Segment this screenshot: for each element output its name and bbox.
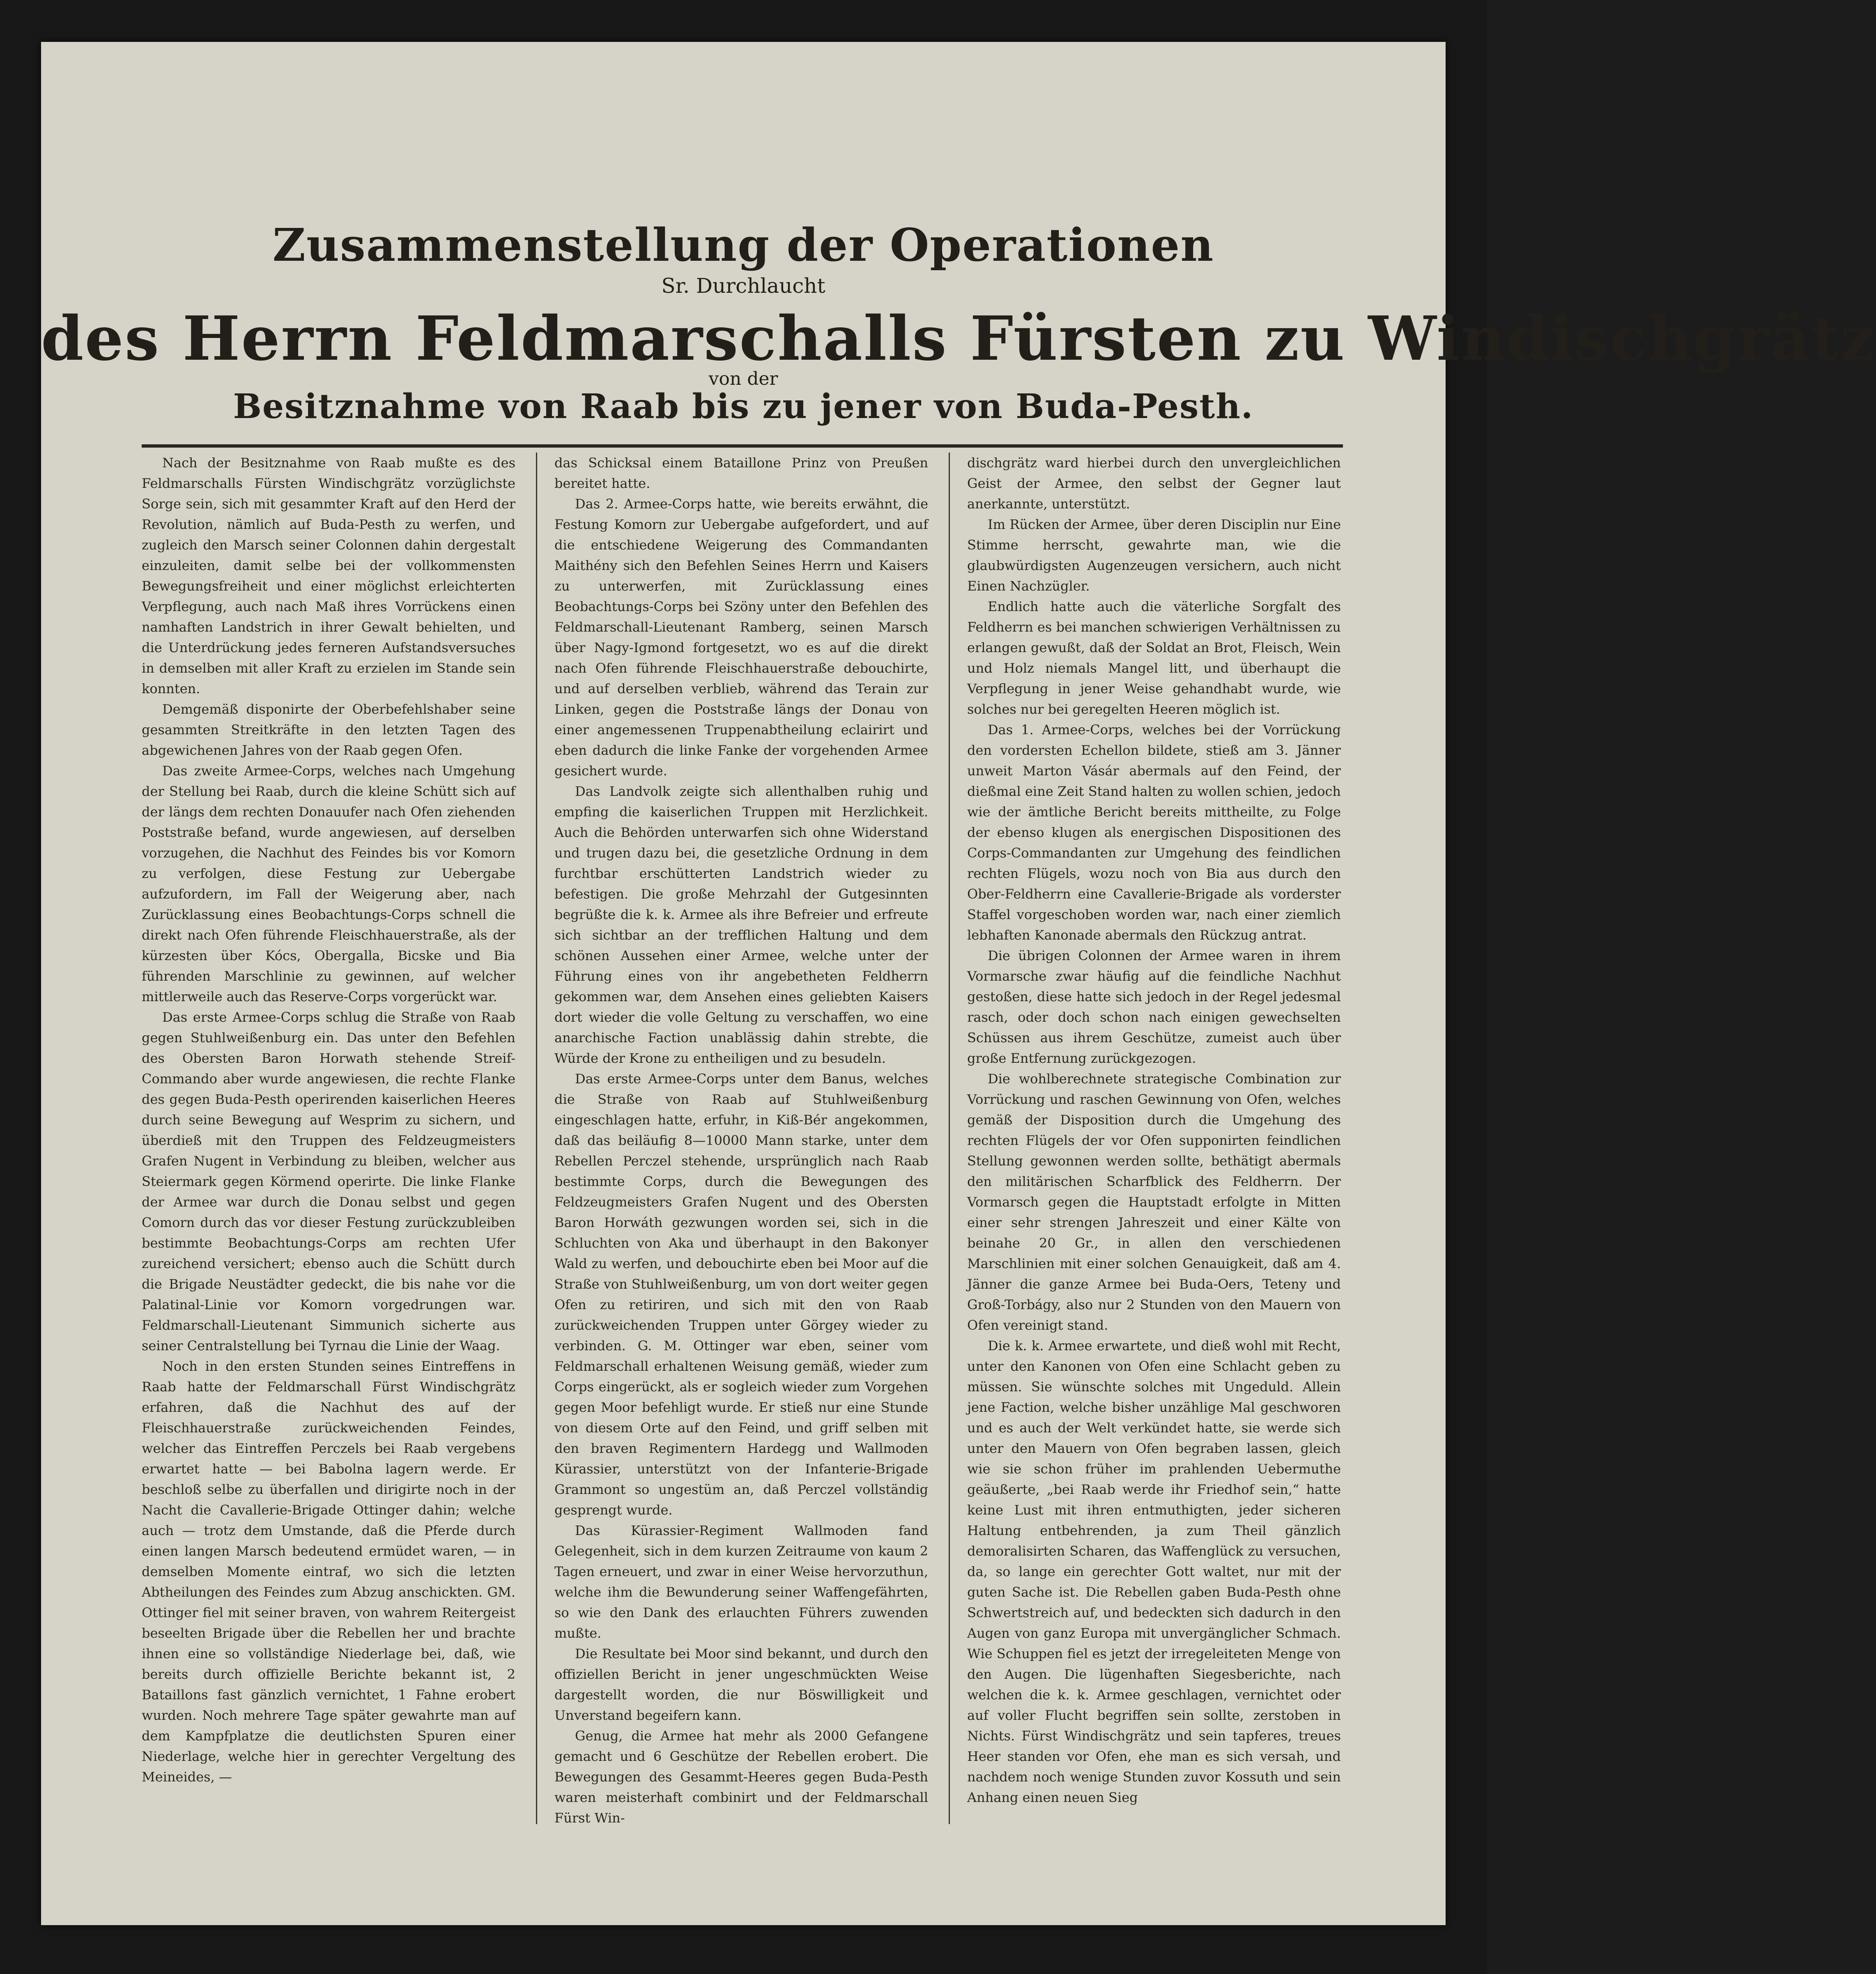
column-divider	[949, 453, 950, 1824]
column-3	[967, 453, 1341, 1836]
paragraph: Endlich hatte auch die väterliche Sorgfalt des Feldherrn es bei manchen schwierigen Verhältnissen zu erlangen gewußt, daß der Soldat an Brot, Fleisch, Wein und Holz niemals Mangel litt, und überhaupt die Verpflegung in jener Weise gehandhabt wurde, wie solches nur bei geregelten Heeren möglich ist.	[967, 599, 1341, 717]
paragraph: Die wohlberechnete strategische Combination zur Vorrückung und raschen Gewinnung von Ofen, welches gemäß der Disposition durch die Umgehung des rechten Flügels der vor Ofen supponirten feindlichen Stellung gewonnen werden sollte, bethätigt abermals den militärischen Scharfblick des Feldherrn. Der Vormarsch gegen die Hauptstadt erfolgte in Mitten einer sehr strengen Jahreszeit und einer Kälte von beinahe 20 Gr., in allen den verschiedenen Marschlinien mit einer solchen Genauigkeit, daß am 4. Jänner die ganze Armee bei Buda-Oers, Teteny und Groß-Torbágy, also nur 2 Stunden von den Mauern von Ofen vereinigt stand.	[967, 1071, 1341, 1333]
paragraph: Das 1. Armee-Corps, welches bei der Vorrückung den vordersten Echellon bildete, stieß am 3. Jänner unweit Marton Vásár abermals auf den Feind, der dießmal eine Zeit Stand halten zu wollen schien, jedoch wie der ämtliche Bericht bereits mittheilte, zu Folge der ebenso klugen als energischen Dispositionen des Corps-Commandanten zur Umgehung des feindlichen rechten Flügels, wozu noch von Bia aus durch den Ober-Feldherrn eine Cavallerie-Brigade als vorderster Staffel vorgeschoben worden war, nach einer ziemlich lebhaften Kanonade abermals den Rückzug antrat.	[967, 722, 1341, 943]
title-line-4: von der	[708, 368, 778, 389]
column-2	[554, 453, 928, 1836]
paragraph: Im Rücken der Armee, über deren Disciplin nur Eine Stimme herrscht, gewahrte man, wie die glaubwürdigsten Augenzeugen versichern, auch nicht Einen Nachzügler.	[967, 517, 1341, 594]
paragraph: Das Kürassier-Regiment Wallmoden fand Gelegenheit, sich in dem kurzen Zeitraume von kaum 2 Tagen erneuert, und zwar in einer Weise hervorzuthun, welche ihm die Bewunderung seiner Waffengefährten, so wie den Dank des erlauchten Führers zuwenden mußte.	[554, 1523, 928, 1641]
header-divider	[142, 444, 1343, 448]
title-line-5: Besitznahme von Raab bis zu jener von Buda-Pesth.	[233, 387, 1254, 426]
title-line-2: Sr. Durchlaucht	[661, 274, 825, 298]
paragraph: dischgrätz ward hierbei durch den unvergleichlichen Geist der Armee, den selbst der Gegner laut anerkannte, unterstützt.	[967, 455, 1341, 512]
paragraph: Das erste Armee-Corps unter dem Banus, welches die Straße von Raab auf Stuhlweißenburg eingeschlagen hatte, erfuhr, in Kiß-Bér angekommen, daß das beiläufig 8—10000 Mann starke, unter dem Rebellen Perczel stehende, ursprünglich nach Raab bestimmte Corps, durch die Bewegungen des Feldzeugmeisters Grafen Nugent und des Obersten Baron Horwáth gezwungen worden sei, sich in die Schluchten von Aka und überhaupt in den Bakonyer Wald zu werfen, und debouchirte eben bei Moor auf die Straße von Stuhlweißenburg, um von dort weiter gegen Ofen zu retiriren, und sich mit den von Raab zurückweichenden Truppen unter Görgey wieder zu verbinden. G. M. Ottinger war eben, seiner vom Feldmarschall erhaltenen Weisung gemäß, wieder zum Corps eingerückt, als er sogleich wieder zum Vorgehen gegen Moor befehligt wurde. Er stieß nur eine Stunde von diesem Orte auf den Feind, und griff selben mit den braven Regimentern Hardegg und Wallmoden Kürassier, unterstützt von der Infanterie-Brigade Grammont so ungestüm an, daß Perczel vollständig gesprengt wurde.	[554, 1071, 928, 1518]
paragraph: Das zweite Armee-Corps, welches nach Umgehung der Stellung bei Raab, durch die kleine Schütt sich auf der längs dem rechten Donauufer nach Ofen ziehenden Poststraße befand, wurde angewiesen, auf derselben vorzugehen, die Nachhut des Feindes bis vor Komorn zu verfolgen, diese Festung zur Uebergabe aufzufordern, im Fall der Weigerung aber, nach Zurücklassung eines Beobachtungs-Corps schnell die direkt nach Ofen führende Fleischhauerstraße, als der kürzesten über Kócs, Obergalla, Bicske und Bia führenden Marschlinie zu gewinnen, auf welcher mittlerweile auch das Reserve-Corps vorgerückt war.	[142, 763, 515, 1004]
paragraph: das Schicksal einem Bataillone Prinz von Preußen bereitet hatte.	[554, 455, 928, 491]
column-divider	[536, 453, 537, 1824]
paragraph: Das 2. Armee-Corps hatte, wie bereits erwähnt, die Festung Komorn zur Uebergabe aufgefordert, und auf die entschiedene Weigerung des Commandanten Maithény sich den Befehlen Seines Herrn und Kaisers zu unterwerfen, mit Zurücklassung eines Beobachtungs-Corps bei Szöny unter den Befehlen des Feldmarschall-Lieutenant Ramberg, seinen Marsch über Nagy-Igmond fortgesetzt, wo es auf die direkt nach Ofen führende Fleischhauerstraße debouchirte, und auf derselben verblieb, während das Terain zur Linken, gegen die Poststraße längs der Donau von einer angemessenen Truppenabtheilung eclairirt und eben dadurch die linke Fanke der vorgehenden Armee gesichert wurde.	[554, 496, 928, 779]
paragraph: Die übrigen Colonnen der Armee waren in ihrem Vormarsche zwar häufig auf die feindliche Nachhut gestoßen, diese hatte sich jedoch in der Regel jedesmal rasch, oder doch schon nach einigen gewechselten Schüssen aus ihrem Geschütze, zumeist auch über große Entfernung zurückgezogen.	[967, 948, 1341, 1066]
title-line-3: des Herrn Feldmarschalls Fürsten zu Windischgrätz	[41, 303, 1876, 374]
document-header	[41, 42, 1876, 453]
column-1	[142, 453, 515, 1836]
document-sheet	[41, 42, 1876, 1925]
paragraph: Die k. k. Armee erwartete, und dieß wohl mit Recht, unter den Kanonen von Ofen eine Schlacht geben zu müssen. Sie wünschte solches mit Ungeduld. Allein jene Faction, welche bisher unzählige Mal geschworen und es auch der Welt verkündet hatte, sie werde sich unter den Mauern von Ofen begraben lassen, gleich wie sie schon früher im prahlenden Uebermuthe geäußerte, „bei Raab werde ihr Friedhof sein,“ hatte keine Lust mit ihren entmuthigten, jeder sicheren Haltung entbehrenden, ja zum Theil gänzlich demoralisirten Scharen, das Waffenglück zu versuchen, da, so lange ein gerechter Gott waltet, nur mit der guten Sache ist. Die Rebellen gaben Buda-Pesth ohne Schwertstreich auf, und bedeckten sich dadurch in den Augen von ganz Europa mit unvergänglicher Schmach. Wie Schuppen fiel es jetzt der irregeleiteten Menge von den Augen. Die lügenhaften Siegesberichte, nach welchen die k. k. Armee geschlagen, vernichtet oder auf voller Flucht begriffen sein sollte, zerstoben in Nichts. Fürst Windischgrätz und sein tapferes, treues Heer standen vor Ofen, ehe man es sich versah, und nachdem noch wenige Stunden zuvor Kossuth und sein Anhang einen neuen Sieg	[967, 1338, 1341, 1805]
paragraph: Noch in den ersten Stunden seines Eintreffens in Raab hatte der Feldmarschall Fürst Windischgrätz erfahren, daß die Nachhut des auf der Fleischhauerstraße zurückweichenden Feindes, welcher das Eintreffen Perczels bei Raab vergebens erwartet hatte — bei Babolna lagern werde. Er beschloß selbe zu überfallen und dirigirte noch in der Nacht die Cavallerie-Brigade Ottinger dahin; welche auch — trotz dem Umstande, daß die Pferde durch einen langen Marsch bedeutend ermüdet waren, — in demselben Momente eintraf, wo sich die letzten Abtheilungen des Feindes zum Abzug anschickten. GM. Ottinger fiel mit seiner braven, von wahrem Reitergeist beseelten Brigade über die Rebellen her und brachte ihnen eine so vollständige Niederlage bei, daß, wie bereits durch offizielle Berichte bekannt ist, 2 Bataillons fast gänzlich vernichtet, 1 Fahne erobert wurden. Noch mehrere Tage später gewahrte man auf dem Kampfplatze die deutlichsten Spuren einer Niederlage, welche hier in gerechter Vergeltung des Meineides, —	[142, 1358, 515, 1785]
text-columns	[142, 453, 1343, 1836]
paragraph: Genug, die Armee hat mehr als 2000 Gefangene gemacht und 6 Geschütze der Rebellen erobert. Die Bewegungen des Gesammt-Heeres gegen Buda-Pesth waren meisterhaft combinirt und der Feldmarschall Fürst Win-	[554, 1728, 928, 1826]
paragraph: Die Resultate bei Moor sind bekannt, und durch den offiziellen Bericht in jener ungeschmückten Weise dargestellt worden, die nur Böswilligkeit und Unverstand begeifern kann.	[554, 1646, 928, 1723]
paragraph: Demgemäß disponirte der Oberbefehlshaber seine gesammten Streitkräfte in den letzten Tagen des abgewichenen Jahres von der Raab gegen Ofen.	[142, 701, 515, 758]
paragraph: Das Landvolk zeigte sich allenthalben ruhig und empfing die kaiserlichen Truppen mit Herzlichkeit. Auch die Behörden unterwarfen sich ohne Widerstand und trugen dazu bei, die gesetzliche Ordnung in dem furchtbar erschütterten Landstrich wieder zu befestigen. Die große Mehrzahl der Gutgesinnten begrüßte die k. k. Armee als ihre Befreier und erfreute sich sichtbar an der trefflichen Haltung und dem schönen Aussehen einer Armee, welche unter der Führung eines von ihr angebetheten Feldherrn gekommen war, dem Ansehen eines geliebten Kaisers dort wieder die volle Geltung zu verschaffen, wo eine anarchische Faction unablässig dahin strebte, die Würde der Krone zu entheiligen und zu besudeln.	[554, 784, 928, 1066]
paragraph: Nach der Besitznahme von Raab mußte es des Feldmarschalls Fürsten Windischgrätz vorzüglichste Sorge sein, sich mit gesammter Kraft auf den Herd der Revolution, nämlich auf Buda-Pesth zu werfen, und zugleich den Marsch seiner Colonnen dahin dergestalt einzuleiten, damit selbe bei der vollkommensten Bewegungsfreiheit und einer möglichst erleichterten Verpflegung, auch nach Maß ihres Vorrückens einen namhaften Landstrich in ihrer Gewalt behielten, und die Unterdrückung jedes ferneren Aufstandsversuches in demselben mit aller Kraft zu erzielen im Stande sein konnten.	[142, 455, 515, 696]
title-line-1: Zusammenstellung der Operationen	[272, 218, 1214, 271]
paragraph: Das erste Armee-Corps schlug die Straße von Raab gegen Stuhlweißenburg ein. Das unter den Befehlen des Obersten Baron Horwath stehende Streif-Commando aber wurde angewiesen, die rechte Flanke des gegen Buda-Pesth operirenden kaiserlichen Heeres durch seine Bewegung auf Wesprim zu sichern, und überdieß mit den Truppen des Feldzeugmeisters Grafen Nugent in Verbindung zu bleiben, welcher aus Steiermark gegen Körmend operirte. Die linke Flanke der Armee war durch die Donau selbst und gegen Comorn durch das vor dieser Festung zurückzubleiben bestimmte Beobachtungs-Corps am rechten Ufer zureichend versichert; ebenso auch die Schütt durch die Brigade Neustädter gedeckt, die bis nahe vor die Palatinal-Linie vor Komorn vorgedrungen war. Feldmarschall-Lieutenant Simmunich sicherte aus seiner Centralstellung bei Tyrnau die Linie der Waag.	[142, 1009, 515, 1354]
